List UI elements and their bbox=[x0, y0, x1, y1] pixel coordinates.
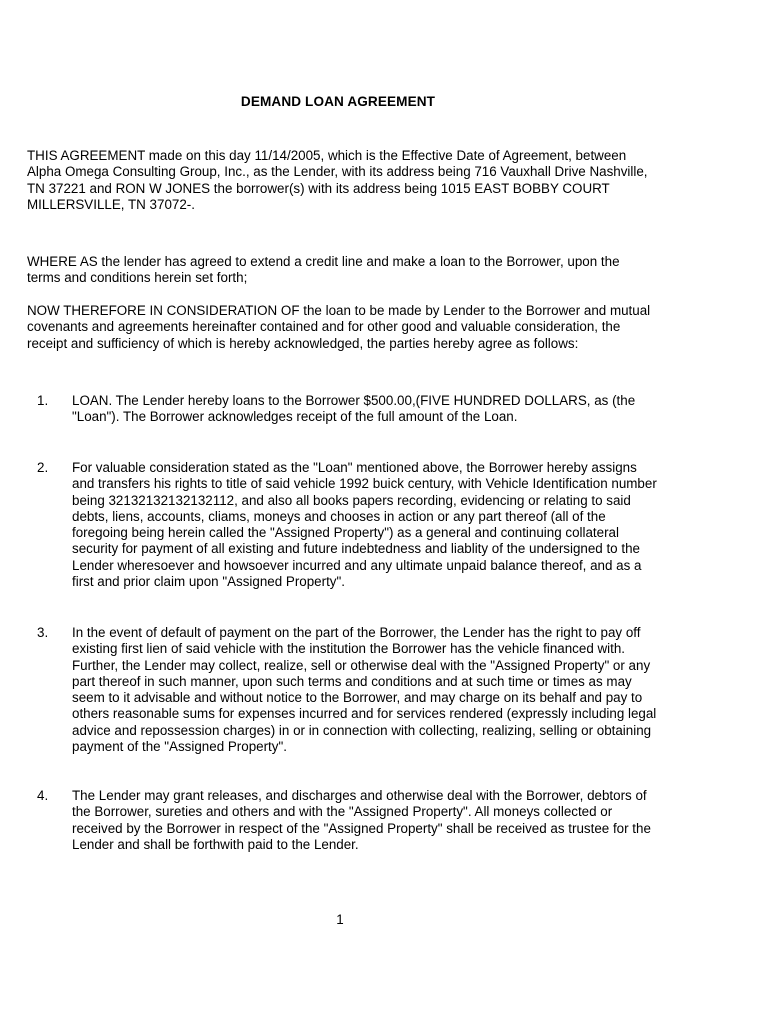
clause-text: The Lender may grant releases, and discharges and otherwise deal with the Borrower, debtors of the Borrower, sureties and others and with the "Assigned Property". All moneys collected or received by the Borrower in respect of the "Assigned Property" shall be received as trustee for the Lender and shall be forthwith paid to the Lender. bbox=[72, 788, 651, 852]
whereas-paragraph: WHERE AS the lender has agreed to extend a credit line and make a loan to the Borrower, upon the terms and conditions herein set forth; bbox=[27, 254, 620, 286]
clause-text: In the event of default of payment on the part of the Borrower, the Lender has the right to pay off existing first lien of said vehicle with the institution the Borrower has the vehicle financed with. Further, the Lender may collect, realize, sell or otherwise deal with the "Assigned Property" or any part thereof in such manner, upon such terms and conditions and at such time or times as may seem to it advisable and without notice to the Borrower, and may charge on its behalf and pay to others reasonable sums for expenses incurred and for services rendered (expressly including legal advice and repossession charges) in or in connection with collecting, realizing, selling or obtaining payment of the "Assigned Property". bbox=[72, 625, 657, 755]
clause-number: 2. bbox=[37, 460, 49, 475]
clause-number: 3. bbox=[37, 625, 49, 640]
document-title: DEMAND LOAN AGREEMENT bbox=[240, 94, 436, 109]
clause-text: LOAN. The Lender hereby loans to the Borrower $500.00,(FIVE HUNDRED DOLLARS, as (the "Loan"). The Borrower acknowledges receipt of the full amount of the Loan. bbox=[72, 393, 636, 425]
clause-number: 4. bbox=[37, 788, 49, 803]
page-number: 1 bbox=[336, 912, 344, 927]
intro-paragraph: THIS AGREEMENT made on this day 11/14/2005, which is the Effective Date of Agreement, between Alpha Omega Consulting Group, Inc., as the Lender, with its address being 716 Vauxhall Drive Nashville, TN 37221 and RON W JONES the borrower(s) with its address being 1015 EAST BOBBY COURT MILLERSVILLE, TN 37072-. bbox=[27, 148, 648, 212]
clause-number: 1. bbox=[37, 393, 49, 408]
clause-text: For valuable consideration stated as the "Loan" mentioned above, the Borrower hereby assigns and transfers his rights to title of said vehicle 1992 buick century, with Vehicle Identification number being 32132132132132112, and also all books papers recording, evidencing or relating to said debts, liens, accounts, cliams, moneys and chooses in action or any part thereof (all of the foregoing being herein called the "Assigned Property") as a general and continuing collateral security for payment of all existing and future indebtedness and liablity of the undersigned to the Lender wheresoever and howsoever incurred and any ultimate unpaid balance thereof, and as a first and prior claim upon "Assigned Property". bbox=[72, 460, 657, 590]
now-therefore-paragraph: NOW THEREFORE IN CONSIDERATION OF the loan to be made by Lender to the Borrower and mutual covenants and agreements hereinafter contained and for other good and valuable consideration, the receipt and sufficiency of which is hereby acknowledged, the parties hereby agree as follows: bbox=[27, 303, 651, 351]
